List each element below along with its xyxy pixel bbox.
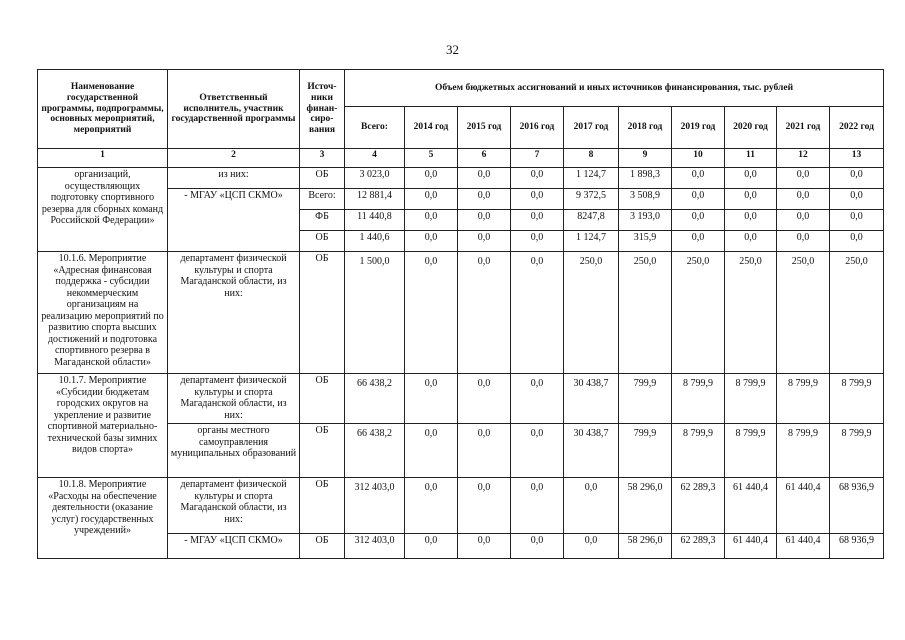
value-2020: 8 799,9 (725, 424, 777, 478)
value-2016: 0,0 (511, 168, 564, 189)
value-2018: 58 296,0 (619, 534, 672, 559)
value-2017: 9 372,5 (564, 189, 619, 210)
source: ОБ (300, 231, 345, 252)
value-2019: 8 799,9 (672, 374, 725, 424)
value-2016: 0,0 (511, 189, 564, 210)
header-year: 2014 год (405, 107, 458, 149)
value-2020: 250,0 (725, 252, 777, 374)
value-2020: 61 440,4 (725, 534, 777, 559)
value-2014: 0,0 (405, 189, 458, 210)
value-2015: 0,0 (458, 168, 511, 189)
value-2020: 0,0 (725, 210, 777, 231)
value-total: 312 403,0 (345, 478, 405, 534)
value-2020: 61 440,4 (725, 478, 777, 534)
value-total: 11 440,8 (345, 210, 405, 231)
value-2015: 0,0 (458, 210, 511, 231)
column-number-row (38, 149, 884, 168)
value-2015: 0,0 (458, 374, 511, 424)
source: ОБ (300, 252, 345, 374)
responsible: департамент физической культуры и спорта Магаданской области, из них: (168, 478, 300, 534)
value-2019: 250,0 (672, 252, 725, 374)
header-name: Наименование государственной программы, подпрограммы, основных мероприятий, мероприятий (38, 70, 168, 149)
header-volume: Объем бюджетных ассигнований и иных источников финансирования, тыс. рублей (345, 70, 884, 107)
header-year: 2018 год (619, 107, 672, 149)
value-2021: 0,0 (777, 189, 830, 210)
source: ОБ (300, 478, 345, 534)
column-number: 8 (564, 149, 619, 168)
value-2021: 8 799,9 (777, 374, 830, 424)
value-2014: 0,0 (405, 210, 458, 231)
program-name: организаций, осуществляющих подготовку спортивного резерва для сборных команд Российской Федерации» (38, 168, 168, 252)
column-number: 2 (168, 149, 300, 168)
value-2021: 250,0 (777, 252, 830, 374)
value-2021: 0,0 (777, 168, 830, 189)
header-year: 2021 год (777, 107, 830, 149)
value-2017: 1 124,7 (564, 168, 619, 189)
value-total: 66 438,2 (345, 424, 405, 478)
value-2022: 0,0 (830, 168, 884, 189)
value-2021: 8 799,9 (777, 424, 830, 478)
value-2015: 0,0 (458, 534, 511, 559)
table-row (38, 168, 884, 189)
value-total: 312 403,0 (345, 534, 405, 559)
value-2018: 799,9 (619, 374, 672, 424)
responsible: департамент физической культуры и спорта Магаданской области, из них: (168, 252, 300, 374)
value-2016: 0,0 (511, 478, 564, 534)
source: ОБ (300, 168, 345, 189)
source: ФБ (300, 210, 345, 231)
value-2019: 0,0 (672, 210, 725, 231)
value-2019: 0,0 (672, 231, 725, 252)
value-2016: 0,0 (511, 424, 564, 478)
header-row-1 (38, 70, 884, 107)
responsible: из них: (168, 168, 300, 189)
header-year: 2015 год (458, 107, 511, 149)
value-2017: 30 438,7 (564, 374, 619, 424)
responsible: - МГАУ «ЦСП СКМО» (168, 189, 300, 252)
column-number: 10 (672, 149, 725, 168)
column-number: 11 (725, 149, 777, 168)
value-2016: 0,0 (511, 231, 564, 252)
value-2018: 315,9 (619, 231, 672, 252)
value-2014: 0,0 (405, 374, 458, 424)
value-total: 1 500,0 (345, 252, 405, 374)
value-2020: 0,0 (725, 168, 777, 189)
column-number: 1 (38, 149, 168, 168)
value-2015: 0,0 (458, 424, 511, 478)
source: ОБ (300, 534, 345, 559)
value-2020: 8 799,9 (725, 374, 777, 424)
header-year: 2019 год (672, 107, 725, 149)
value-2019: 62 289,3 (672, 534, 725, 559)
value-total: 12 881,4 (345, 189, 405, 210)
value-2018: 3 193,0 (619, 210, 672, 231)
value-2017: 30 438,7 (564, 424, 619, 478)
value-total: 3 023,0 (345, 168, 405, 189)
page-number: 32 (446, 42, 459, 57)
value-2022: 0,0 (830, 189, 884, 210)
value-2022: 68 936,9 (830, 534, 884, 559)
value-2018: 799,9 (619, 424, 672, 478)
value-2021: 0,0 (777, 210, 830, 231)
value-2014: 0,0 (405, 424, 458, 478)
program-name: 10.1.7. Мероприятие «Субсидии бюджетам городских округов на укрепление и развитие спортивной материально-технической базы зимних видов спорта» (38, 374, 168, 478)
value-2022: 0,0 (830, 210, 884, 231)
responsible: органы местного самоуправления муниципальных образований (168, 424, 300, 478)
table-row (38, 478, 884, 534)
program-name: 10.1.8. Мероприятие «Расходы на обеспечение деятельности (оказание услуг) государственных учреждений» (38, 478, 168, 559)
value-2016: 0,0 (511, 374, 564, 424)
value-2015: 0,0 (458, 478, 511, 534)
value-total: 1 440,6 (345, 231, 405, 252)
value-2019: 0,0 (672, 189, 725, 210)
value-2021: 61 440,4 (777, 478, 830, 534)
value-2021: 0,0 (777, 231, 830, 252)
header-year: 2016 год (511, 107, 564, 149)
column-number: 6 (458, 149, 511, 168)
value-2014: 0,0 (405, 478, 458, 534)
value-2016: 0,0 (511, 252, 564, 374)
column-number: 9 (619, 149, 672, 168)
budget-table (37, 69, 884, 559)
value-2014: 0,0 (405, 168, 458, 189)
source: ОБ (300, 424, 345, 478)
table-row (38, 374, 884, 424)
value-2018: 250,0 (619, 252, 672, 374)
column-number: 13 (830, 149, 884, 168)
value-2019: 62 289,3 (672, 478, 725, 534)
value-2015: 0,0 (458, 231, 511, 252)
value-2022: 250,0 (830, 252, 884, 374)
header-year: 2022 год (830, 107, 884, 149)
table-row (38, 252, 884, 374)
header-responsible: Ответственный исполнитель, участник государственной программы (168, 70, 300, 149)
value-2015: 0,0 (458, 252, 511, 374)
value-2021: 61 440,4 (777, 534, 830, 559)
source: Всего: (300, 189, 345, 210)
value-2016: 0,0 (511, 210, 564, 231)
responsible: - МГАУ «ЦСП СКМО» (168, 534, 300, 559)
column-number: 5 (405, 149, 458, 168)
value-2017: 0,0 (564, 534, 619, 559)
value-2017: 250,0 (564, 252, 619, 374)
value-2014: 0,0 (405, 534, 458, 559)
header-year: 2017 год (564, 107, 619, 149)
value-2019: 8 799,9 (672, 424, 725, 478)
value-2018: 58 296,0 (619, 478, 672, 534)
value-2014: 0,0 (405, 252, 458, 374)
value-2015: 0,0 (458, 189, 511, 210)
column-number: 4 (345, 149, 405, 168)
responsible: департамент физической культуры и спорта Магаданской области, из них: (168, 374, 300, 424)
value-2018: 3 508,9 (619, 189, 672, 210)
column-number: 7 (511, 149, 564, 168)
value-2016: 0,0 (511, 534, 564, 559)
header-total: Всего: (345, 107, 405, 149)
value-2017: 8247,8 (564, 210, 619, 231)
column-number: 12 (777, 149, 830, 168)
value-2022: 8 799,9 (830, 424, 884, 478)
value-2019: 0,0 (672, 168, 725, 189)
program-name: 10.1.6. Мероприятие «Адресная финансовая поддержка - субсидии некоммерческим организациям на реализацию мероприятий по развитию спорта высших достижений и подготовка спортивного резерва в Магаданской области» (38, 252, 168, 374)
header-year: 2020 год (725, 107, 777, 149)
value-2017: 1 124,7 (564, 231, 619, 252)
source: ОБ (300, 374, 345, 424)
header-source: Источ-ники финан-сиро-вания (300, 70, 345, 149)
value-2017: 0,0 (564, 478, 619, 534)
value-total: 66 438,2 (345, 374, 405, 424)
value-2014: 0,0 (405, 231, 458, 252)
value-2022: 68 936,9 (830, 478, 884, 534)
column-number: 3 (300, 149, 345, 168)
value-2022: 8 799,9 (830, 374, 884, 424)
value-2020: 0,0 (725, 231, 777, 252)
value-2020: 0,0 (725, 189, 777, 210)
value-2018: 1 898,3 (619, 168, 672, 189)
value-2022: 0,0 (830, 231, 884, 252)
